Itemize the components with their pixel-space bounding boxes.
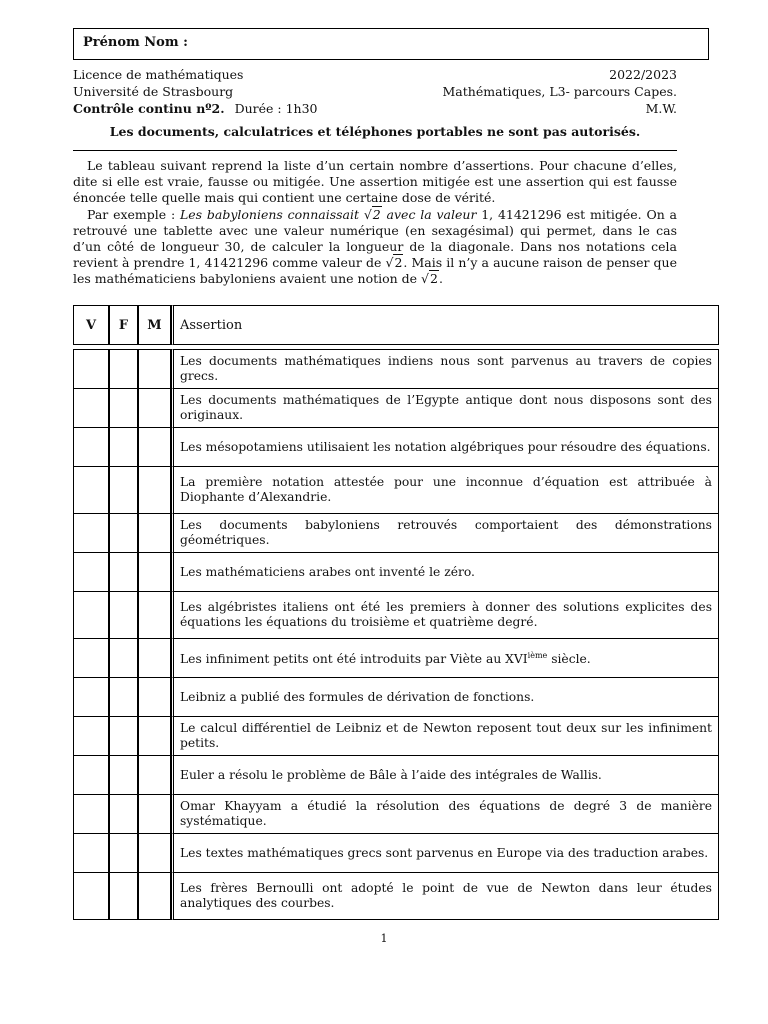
table-row xyxy=(73,717,719,756)
assertion-text: Omar Khayyam a étudié la résolution des équations de degré 3 de manière systématique. xyxy=(171,795,719,834)
checkbox-v[interactable] xyxy=(73,349,109,389)
assertion-text: Les mésopotamiens utilisaient les notation algébriques pour résoudre des équations. xyxy=(171,428,719,467)
intro-p2-body: est mitigée. On a retrouvé une tablette avec une valeur numérique (en sexagésimal) qui permet, dans le cas d’un côté de longueur 30, de calculer la longueur de la diagonale. Dans nos notations cela revient à prendre 1, 41421296 comme valeur de xyxy=(73,206,677,271)
assertion-text: Euler a résolu le problème de Bâle à l’aide des intégrales de Wallis. xyxy=(171,756,719,795)
sqrt-radicand: 2 xyxy=(372,206,381,222)
intro-paragraph-2 xyxy=(73,207,677,288)
intro-p2-value: 1, 41421296 xyxy=(481,206,562,222)
table-row xyxy=(73,389,719,428)
checkbox-v[interactable] xyxy=(73,639,109,678)
assertion-text xyxy=(171,639,719,678)
header-assertion: Assertion xyxy=(171,305,719,345)
assertion-text: Le calcul différentiel de Leibniz et de Newton reposent tout deux sur les infiniment petits. xyxy=(171,717,719,756)
checkbox-m[interactable] xyxy=(138,717,171,756)
sqrt-symbol: √2 xyxy=(363,206,381,222)
intro-p2-continued: . Mais il n’y a aucune raison de penser que les mathématiciens babyloniens avaient une notion de xyxy=(73,255,677,287)
year-text: 2022/2023 xyxy=(609,67,677,82)
assertion-text: La première notation attestée pour une inconnue d’équation est attribuée à Diophante d’Alexandrie. xyxy=(171,467,719,514)
sqrt-radicand: 2 xyxy=(394,255,403,271)
assertion-text: Les documents mathématiques de l’Egypte antique dont nous disposons sont des originaux. xyxy=(171,389,719,428)
checkbox-v[interactable] xyxy=(73,834,109,873)
assertion-text-main: Les infiniment petits ont été introduits par Viète au XVI xyxy=(180,652,528,667)
checkbox-m[interactable] xyxy=(138,678,171,717)
checkbox-v[interactable] xyxy=(73,389,109,428)
header-f: F xyxy=(109,305,138,345)
checkbox-f[interactable] xyxy=(109,795,138,834)
checkbox-f[interactable] xyxy=(109,349,138,389)
assertion-text: Les documents babyloniens retrouvés comportaient des démonstrations géométriques. xyxy=(171,514,719,553)
checkbox-m[interactable] xyxy=(138,389,171,428)
assertion-table xyxy=(73,305,719,920)
checkbox-f[interactable] xyxy=(109,389,138,428)
table-row xyxy=(73,428,719,467)
checkbox-f[interactable] xyxy=(109,834,138,873)
checkbox-f[interactable] xyxy=(109,873,138,920)
exam-title-line xyxy=(73,101,318,117)
assertion-text: Les mathématiciens arabes ont inventé le zéro. xyxy=(171,553,719,592)
sqrt-symbol: √2 xyxy=(421,271,438,287)
table-row xyxy=(73,639,719,678)
university-text: Université de Strasbourg xyxy=(73,84,234,99)
checkbox-v[interactable] xyxy=(73,756,109,795)
assertion-text: Les algébristes italiens ont été les premiers à donner des solutions explicites des équations les équations du troisième et quatrième degré. xyxy=(171,592,719,639)
checkbox-m[interactable] xyxy=(138,592,171,639)
course-text: Mathématiques, L3- parcours Capes. xyxy=(442,84,677,99)
sqrt-radicand: 2 xyxy=(430,271,438,287)
checkbox-f[interactable] xyxy=(109,756,138,795)
assertion-text: Les frères Bernoulli ont adopté le point de vue de Newton dans leur études analytiques des courbes. xyxy=(171,873,719,920)
table-row xyxy=(73,514,719,553)
intro-p2-italic-a: Les babyloniens connaissait xyxy=(179,206,364,222)
checkbox-f[interactable] xyxy=(109,514,138,553)
separator-line xyxy=(73,150,677,151)
checkbox-m[interactable] xyxy=(138,553,171,592)
checkbox-f[interactable] xyxy=(109,592,138,639)
checkbox-m[interactable] xyxy=(138,873,171,920)
checkbox-v[interactable] xyxy=(73,428,109,467)
table-row xyxy=(73,553,719,592)
name-label: Prénom Nom : xyxy=(83,35,188,50)
assertion-text: Les documents mathématiques indiens nous sont parvenus au travers de copies grecs. xyxy=(171,349,719,389)
checkbox-v[interactable] xyxy=(73,514,109,553)
checkbox-m[interactable] xyxy=(138,514,171,553)
checkbox-v[interactable] xyxy=(73,678,109,717)
assertion-text: Leibniz a publié des formules de dérivation de fonctions. xyxy=(171,678,719,717)
table-row xyxy=(73,592,719,639)
exam-notice: Les documents, calculatrices et téléphones portables ne sont pas autorisés. xyxy=(109,124,641,139)
intro-paragraph-1: Le tableau suivant reprend la liste d’un certain nombre d’assertions. Pour chacune d’elles, dite si elle est vraie, fausse ou mitigée. Une assertion mitigée est une assertion qui est fausse énoncée telle quelle mais qui contient une certaine dose de vérité. xyxy=(73,158,677,206)
checkbox-v[interactable] xyxy=(73,873,109,920)
assertion-text: Les textes mathématiques grecs sont parvenus en Europe via des traduction arabes. xyxy=(171,834,719,873)
table-row xyxy=(73,678,719,717)
checkbox-m[interactable] xyxy=(138,756,171,795)
checkbox-m[interactable] xyxy=(138,639,171,678)
intro-p2-end: . xyxy=(438,271,443,287)
checkbox-m[interactable] xyxy=(138,834,171,873)
checkbox-v[interactable] xyxy=(73,592,109,639)
superscript-ieme: ième xyxy=(527,651,548,661)
page-number: 1 xyxy=(380,932,388,945)
checkbox-f[interactable] xyxy=(109,553,138,592)
header-m: M xyxy=(138,305,171,345)
checkbox-f[interactable] xyxy=(109,678,138,717)
checkbox-m[interactable] xyxy=(138,428,171,467)
table-row xyxy=(73,834,719,873)
exam-title: Contrôle continu nº2. xyxy=(73,101,225,116)
name-box[interactable] xyxy=(73,28,709,60)
checkbox-v[interactable] xyxy=(73,717,109,756)
exam-duration: Durée : 1h30 xyxy=(234,101,318,116)
intro-p2-italic-b: avec la valeur xyxy=(381,206,482,222)
table-row xyxy=(73,756,719,795)
intro-text xyxy=(73,158,677,288)
checkbox-f[interactable] xyxy=(109,428,138,467)
table-row xyxy=(73,873,719,920)
program-text: Licence de mathématiques xyxy=(73,67,244,82)
table-row xyxy=(73,795,719,834)
checkbox-m[interactable] xyxy=(138,349,171,389)
author-initials: M.W. xyxy=(645,101,677,116)
assertion-text-tail: siècle. xyxy=(547,652,591,667)
checkbox-v[interactable] xyxy=(73,467,109,514)
table-header-row xyxy=(73,305,719,345)
checkbox-m[interactable] xyxy=(138,467,171,514)
checkbox-f[interactable] xyxy=(109,639,138,678)
intro-p2-start: Par exemple : xyxy=(87,206,180,222)
checkbox-f[interactable] xyxy=(109,467,138,514)
header-v: V xyxy=(73,305,109,345)
table-row xyxy=(73,467,719,514)
checkbox-f[interactable] xyxy=(109,717,138,756)
checkbox-m[interactable] xyxy=(138,795,171,834)
checkbox-v[interactable] xyxy=(73,795,109,834)
sqrt-symbol: √2 xyxy=(385,255,403,271)
table-row xyxy=(73,349,719,389)
checkbox-v[interactable] xyxy=(73,553,109,592)
